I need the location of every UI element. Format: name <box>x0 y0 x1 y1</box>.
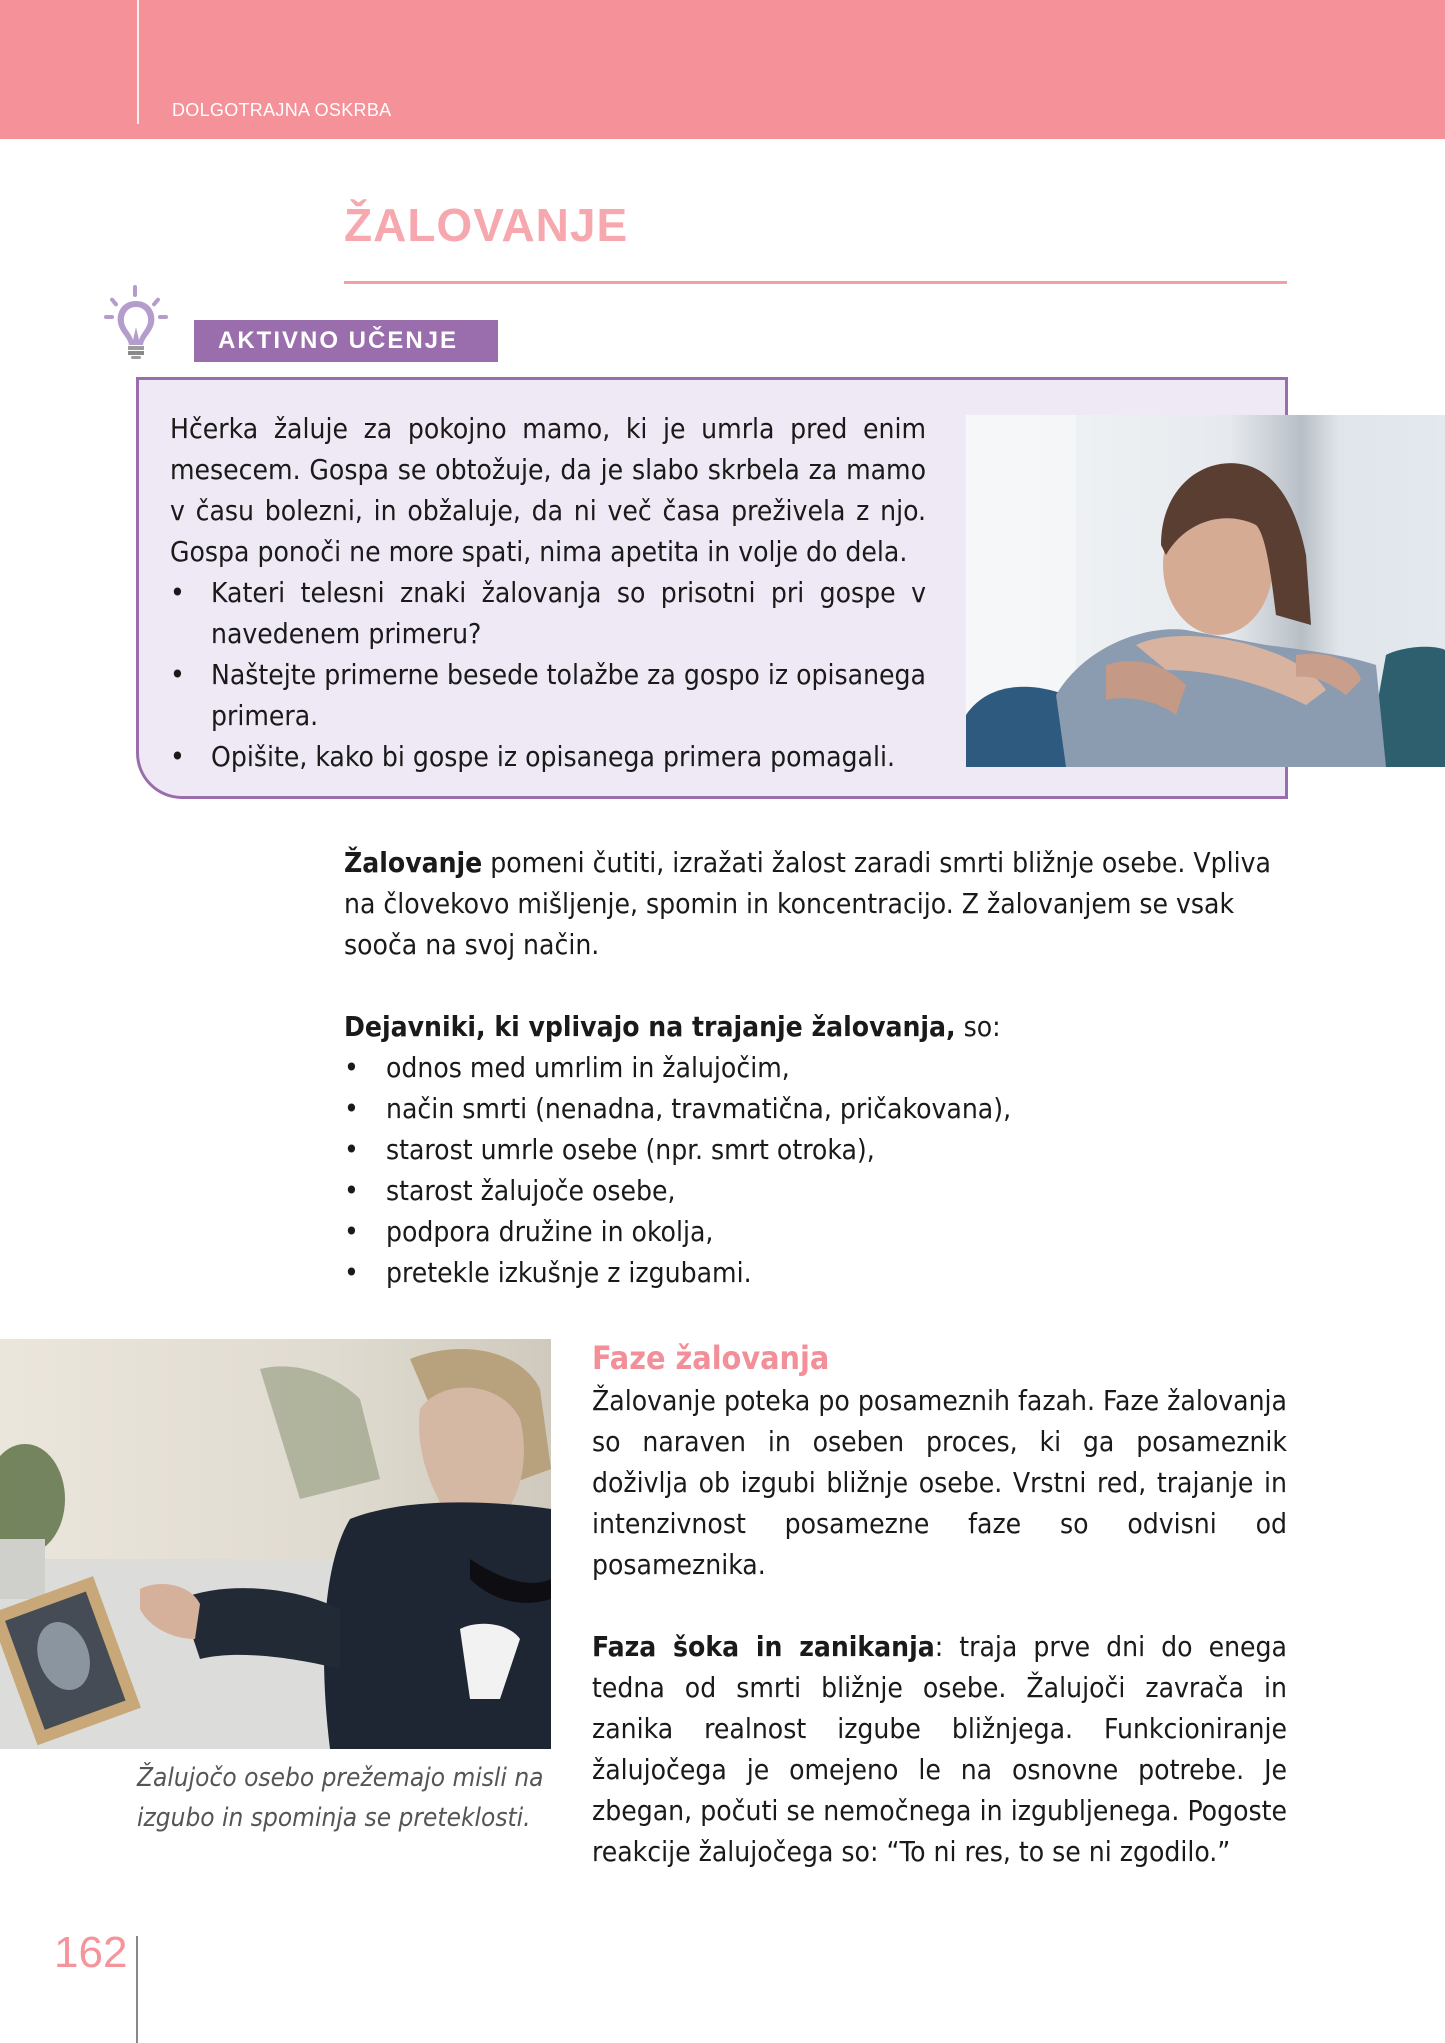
page-number: 162 <box>54 1928 128 1977</box>
page-header <box>0 0 1445 139</box>
factors-lead <box>344 1006 1287 1047</box>
factor-item: • način smrti (nenadna, travmatična, pričakovana), <box>344 1088 1287 1129</box>
question-item: • Opišite, kako bi gospe iz opisanega primera pomagali. <box>170 736 926 777</box>
section-label: DOLGOTRAJNA OSKRBA <box>172 100 392 120</box>
question-list <box>170 572 926 777</box>
case-intro: Hčerka žaluje za pokojno mamo, ki je umrla pred enim mesecem. Gospa se obtožuje, da je slabo skrbela za mamo v času bolezni, in obžaluje, da ni več časa preživela z njo. Gospa ponoči ne more spati, nima apetita in volje do dela. <box>170 412 926 568</box>
page-title: ŽALOVANJE <box>344 199 629 251</box>
footer-divider <box>136 1936 138 2043</box>
definition-paragraph <box>344 842 1287 965</box>
factor-item: • pretekle izkušnje z izgubami. <box>344 1252 1287 1293</box>
factor-item: • starost žalujoče osebe, <box>344 1170 1287 1211</box>
factor-item: • starost umrle osebe (npr. smrt otroka), <box>344 1129 1287 1170</box>
factors-list <box>344 1047 1287 1293</box>
phases-intro: Žalovanje poteka po posameznih fazah. Faze žalovanja so naraven in oseben proces, ki ga posameznik doživlja ob izgubi bližnje osebe. Vrstni red, trajanje in intenzivnost posamezne faze so odvisni od posameznika. <box>592 1384 1287 1581</box>
definition-term: Žalovanje <box>344 846 483 879</box>
factors-lead-rest: so: <box>955 1010 1001 1043</box>
question-item: • Naštejte primerne besede tolažbe za gospo iz opisanega primera. <box>170 654 926 736</box>
shock-phase-text: : traja prve dni do enega tedna od smrti bližnje osebe. Žalujoči zavrača in zanika realnost izgube bližnjega. Funkcioniranje žalujočega je omejeno le na osnovne potrebe. Je zbegan, počuti se nemočnega in izgubljenega. Pogoste reakcije žalujočega so: “To ni res, to se ni zgodilo.” <box>592 1630 1287 1868</box>
definition-text: pomeni čutiti, izražati žalost zaradi smrti bližnje osebe. Vpliva na človekovo mišljenje, spomin in koncentracijo. Z žalovanjem se vsak sooča na svoj način. <box>344 846 1271 961</box>
phases-section <box>592 1336 1287 1872</box>
elderly-woman-photo <box>0 1339 551 1749</box>
header-divider <box>137 0 139 124</box>
phases-heading: Faze žalovanja <box>592 1339 830 1377</box>
factor-item: • odnos med umrlim in žalujočim, <box>344 1047 1287 1088</box>
factors-lead-bold: Dejavniki, ki vplivajo na trajanje žalovanja, <box>344 1010 956 1043</box>
active-learning-text <box>170 408 926 777</box>
question-item: • Kateri telesni znaki žalovanja so prisotni pri gospe v navedenem primeru? <box>170 572 926 654</box>
grieving-woman-photo <box>966 415 1445 767</box>
shock-phase-paragraph <box>592 1626 1287 1872</box>
active-learning-badge: AKTIVNO UČENJE <box>194 320 498 362</box>
title-underline <box>344 281 1287 284</box>
shock-phase-term: Faza šoka in zanikanja <box>592 1630 935 1663</box>
definition-section <box>344 842 1287 1293</box>
lightbulb-icon <box>104 283 168 363</box>
factor-item: • podpora družine in okolja, <box>344 1211 1287 1252</box>
photo-caption: Žalujočo osebo prežemajo misli na izgubo in spominja se preteklosti. <box>137 1763 544 1833</box>
